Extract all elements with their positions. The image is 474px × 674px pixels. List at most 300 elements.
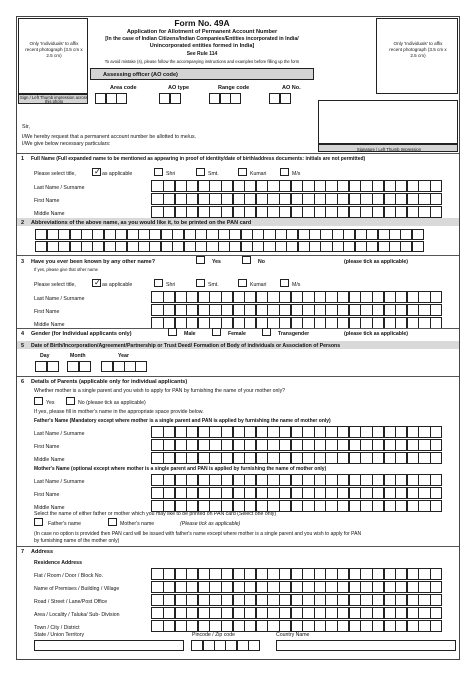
char-box[interactable] <box>349 474 361 486</box>
char-box[interactable] <box>244 474 256 486</box>
char-box[interactable] <box>252 229 264 240</box>
ao-type-boxes[interactable] <box>160 93 181 104</box>
char-box[interactable] <box>233 291 245 303</box>
char-box[interactable] <box>384 180 396 192</box>
char-box[interactable] <box>127 241 139 252</box>
char-box[interactable] <box>233 180 245 192</box>
char-box[interactable] <box>163 607 175 619</box>
char-box[interactable] <box>104 241 116 252</box>
char-box[interactable] <box>151 607 163 619</box>
char-box[interactable] <box>221 452 233 464</box>
char-box[interactable] <box>372 568 384 580</box>
char-box[interactable] <box>229 229 241 240</box>
char-box[interactable] <box>372 426 384 438</box>
char-box[interactable] <box>418 439 430 451</box>
char-box[interactable] <box>337 620 349 632</box>
s1-middle-name-boxes[interactable] <box>152 206 442 218</box>
char-box[interactable] <box>163 594 175 606</box>
char-box[interactable] <box>35 361 47 372</box>
char-box[interactable] <box>186 180 198 192</box>
char-box[interactable] <box>332 241 344 252</box>
char-box[interactable] <box>337 594 349 606</box>
char-box[interactable] <box>151 594 163 606</box>
char-box[interactable] <box>279 487 291 499</box>
char-box[interactable] <box>279 193 291 205</box>
char-box[interactable] <box>175 607 187 619</box>
char-box[interactable] <box>221 487 233 499</box>
char-box[interactable] <box>325 607 337 619</box>
char-box[interactable] <box>163 487 175 499</box>
char-box[interactable] <box>384 206 396 218</box>
char-box[interactable] <box>256 206 268 218</box>
char-box[interactable] <box>163 291 175 303</box>
char-box[interactable] <box>372 487 384 499</box>
char-box[interactable] <box>314 452 326 464</box>
char-box[interactable] <box>355 229 367 240</box>
char-box[interactable] <box>430 452 442 464</box>
char-box[interactable] <box>279 581 291 593</box>
char-box[interactable] <box>325 452 337 464</box>
char-box[interactable] <box>407 500 419 512</box>
char-box[interactable] <box>175 180 187 192</box>
char-box[interactable] <box>325 206 337 218</box>
char-box[interactable] <box>400 241 412 252</box>
s7-flat-boxes[interactable] <box>152 568 442 580</box>
char-box[interactable] <box>244 304 256 316</box>
char-box[interactable] <box>407 193 419 205</box>
char-box[interactable] <box>186 426 198 438</box>
char-box[interactable] <box>337 206 349 218</box>
char-box[interactable] <box>337 304 349 316</box>
char-box[interactable] <box>256 452 268 464</box>
char-box[interactable] <box>384 581 396 593</box>
char-box[interactable] <box>267 180 279 192</box>
char-box[interactable] <box>395 426 407 438</box>
char-box[interactable] <box>395 487 407 499</box>
char-box[interactable] <box>230 93 241 104</box>
char-box[interactable] <box>244 291 256 303</box>
char-box[interactable] <box>244 439 256 451</box>
char-box[interactable] <box>221 607 233 619</box>
char-box[interactable] <box>325 439 337 451</box>
char-box[interactable] <box>325 426 337 438</box>
char-box[interactable] <box>203 640 215 651</box>
char-box[interactable] <box>279 607 291 619</box>
char-box[interactable] <box>320 229 332 240</box>
char-box[interactable] <box>248 640 260 651</box>
char-box[interactable] <box>314 568 326 580</box>
char-box[interactable] <box>418 581 430 593</box>
char-box[interactable] <box>314 291 326 303</box>
ao-area-code-boxes[interactable] <box>96 93 127 104</box>
char-box[interactable] <box>337 439 349 451</box>
char-box[interactable] <box>291 304 303 316</box>
char-box[interactable] <box>175 439 187 451</box>
char-box[interactable] <box>209 620 221 632</box>
char-box[interactable] <box>151 180 163 192</box>
char-box[interactable] <box>291 594 303 606</box>
char-box[interactable] <box>337 607 349 619</box>
char-box[interactable] <box>198 581 210 593</box>
char-box[interactable] <box>151 487 163 499</box>
char-box[interactable] <box>163 452 175 464</box>
char-box[interactable] <box>291 426 303 438</box>
char-box[interactable] <box>430 607 442 619</box>
s7-premises-boxes[interactable] <box>152 581 442 593</box>
s1-kumari-checkbox[interactable] <box>238 168 247 176</box>
char-box[interactable] <box>209 426 221 438</box>
char-box[interactable] <box>291 439 303 451</box>
char-box[interactable] <box>256 607 268 619</box>
char-box[interactable] <box>115 241 127 252</box>
char-box[interactable] <box>360 607 372 619</box>
char-box[interactable] <box>175 620 187 632</box>
char-box[interactable] <box>430 193 442 205</box>
char-box[interactable] <box>47 241 59 252</box>
s3-shri-checkbox[interactable] <box>154 279 163 287</box>
char-box[interactable] <box>430 500 442 512</box>
char-box[interactable] <box>360 439 372 451</box>
char-box[interactable] <box>256 180 268 192</box>
char-box[interactable] <box>209 439 221 451</box>
char-box[interactable] <box>163 568 175 580</box>
char-box[interactable] <box>256 594 268 606</box>
char-box[interactable] <box>233 620 245 632</box>
char-box[interactable] <box>267 206 279 218</box>
char-box[interactable] <box>389 229 401 240</box>
char-box[interactable] <box>372 206 384 218</box>
char-box[interactable] <box>70 241 82 252</box>
char-box[interactable] <box>151 439 163 451</box>
char-box[interactable] <box>267 487 279 499</box>
char-box[interactable] <box>221 206 233 218</box>
char-box[interactable] <box>198 193 210 205</box>
char-box[interactable] <box>279 206 291 218</box>
char-box[interactable] <box>244 452 256 464</box>
s7-pincode-boxes[interactable] <box>192 640 260 651</box>
char-box[interactable] <box>116 93 127 104</box>
char-box[interactable] <box>314 500 326 512</box>
char-box[interactable] <box>395 206 407 218</box>
char-box[interactable] <box>314 594 326 606</box>
s6-mother-first-name-boxes[interactable] <box>152 487 442 499</box>
s1-title-checkbox[interactable] <box>92 168 101 176</box>
char-box[interactable] <box>314 180 326 192</box>
char-box[interactable] <box>35 229 47 240</box>
char-box[interactable] <box>395 500 407 512</box>
char-box[interactable] <box>279 452 291 464</box>
s3-no-checkbox[interactable] <box>242 256 251 264</box>
char-box[interactable] <box>286 229 298 240</box>
char-box[interactable] <box>221 594 233 606</box>
char-box[interactable] <box>267 620 279 632</box>
char-box[interactable] <box>198 607 210 619</box>
char-box[interactable] <box>412 229 424 240</box>
char-box[interactable] <box>149 229 161 240</box>
char-box[interactable] <box>149 241 161 252</box>
char-box[interactable] <box>267 304 279 316</box>
char-box[interactable] <box>209 452 221 464</box>
char-box[interactable] <box>209 206 221 218</box>
char-box[interactable] <box>206 241 218 252</box>
char-box[interactable] <box>360 180 372 192</box>
char-box[interactable] <box>195 241 207 252</box>
char-box[interactable] <box>244 487 256 499</box>
char-box[interactable] <box>360 304 372 316</box>
char-box[interactable] <box>314 206 326 218</box>
char-box[interactable] <box>349 568 361 580</box>
char-box[interactable] <box>198 620 210 632</box>
char-box[interactable] <box>124 361 136 372</box>
char-box[interactable] <box>221 304 233 316</box>
char-box[interactable] <box>384 291 396 303</box>
char-box[interactable] <box>418 500 430 512</box>
s3-last-name-boxes[interactable] <box>152 291 442 303</box>
char-box[interactable] <box>151 452 163 464</box>
char-box[interactable] <box>135 361 147 372</box>
char-box[interactable] <box>198 568 210 580</box>
char-box[interactable] <box>279 594 291 606</box>
char-box[interactable] <box>418 607 430 619</box>
char-box[interactable] <box>418 452 430 464</box>
char-box[interactable] <box>151 568 163 580</box>
char-box[interactable] <box>314 620 326 632</box>
char-box[interactable] <box>127 229 139 240</box>
char-box[interactable] <box>337 474 349 486</box>
char-box[interactable] <box>151 304 163 316</box>
char-box[interactable] <box>58 229 70 240</box>
char-box[interactable] <box>337 581 349 593</box>
s7-road-boxes[interactable] <box>152 594 442 606</box>
char-box[interactable] <box>241 241 253 252</box>
char-box[interactable] <box>175 487 187 499</box>
char-box[interactable] <box>430 594 442 606</box>
char-box[interactable] <box>412 241 424 252</box>
char-box[interactable] <box>360 500 372 512</box>
char-box[interactable] <box>349 180 361 192</box>
char-box[interactable] <box>186 304 198 316</box>
char-box[interactable] <box>384 439 396 451</box>
char-box[interactable] <box>198 304 210 316</box>
char-box[interactable] <box>314 581 326 593</box>
char-box[interactable] <box>206 229 218 240</box>
char-box[interactable] <box>384 568 396 580</box>
char-box[interactable] <box>302 180 314 192</box>
char-box[interactable] <box>430 439 442 451</box>
char-box[interactable] <box>172 241 184 252</box>
char-box[interactable] <box>267 607 279 619</box>
char-box[interactable] <box>337 568 349 580</box>
char-box[interactable] <box>244 180 256 192</box>
char-box[interactable] <box>198 594 210 606</box>
char-box[interactable] <box>407 206 419 218</box>
char-box[interactable] <box>186 452 198 464</box>
char-box[interactable] <box>360 474 372 486</box>
char-box[interactable] <box>291 474 303 486</box>
s3-first-name-boxes[interactable] <box>152 304 442 316</box>
char-box[interactable] <box>395 452 407 464</box>
char-box[interactable] <box>430 291 442 303</box>
char-box[interactable] <box>372 594 384 606</box>
char-box[interactable] <box>430 581 442 593</box>
char-box[interactable] <box>407 474 419 486</box>
char-box[interactable] <box>349 206 361 218</box>
char-box[interactable] <box>161 229 173 240</box>
char-box[interactable] <box>337 193 349 205</box>
char-box[interactable] <box>186 581 198 593</box>
char-box[interactable] <box>430 487 442 499</box>
char-box[interactable] <box>241 229 253 240</box>
char-box[interactable] <box>395 304 407 316</box>
char-box[interactable] <box>267 193 279 205</box>
char-box[interactable] <box>372 193 384 205</box>
char-box[interactable] <box>360 206 372 218</box>
char-box[interactable] <box>209 594 221 606</box>
char-box[interactable] <box>302 620 314 632</box>
char-box[interactable] <box>325 581 337 593</box>
char-box[interactable] <box>360 487 372 499</box>
char-box[interactable] <box>291 581 303 593</box>
char-box[interactable] <box>314 487 326 499</box>
char-box[interactable] <box>79 361 91 372</box>
char-box[interactable] <box>221 291 233 303</box>
char-box[interactable] <box>256 581 268 593</box>
char-box[interactable] <box>407 620 419 632</box>
char-box[interactable] <box>161 241 173 252</box>
char-box[interactable] <box>407 304 419 316</box>
char-box[interactable] <box>275 241 287 252</box>
char-box[interactable] <box>360 568 372 580</box>
char-box[interactable] <box>186 568 198 580</box>
char-box[interactable] <box>244 594 256 606</box>
char-box[interactable] <box>291 180 303 192</box>
char-box[interactable] <box>163 180 175 192</box>
char-box[interactable] <box>337 500 349 512</box>
char-box[interactable] <box>151 474 163 486</box>
char-box[interactable] <box>430 180 442 192</box>
char-box[interactable] <box>349 594 361 606</box>
char-box[interactable] <box>302 500 314 512</box>
char-box[interactable] <box>221 568 233 580</box>
char-box[interactable] <box>256 291 268 303</box>
char-box[interactable] <box>70 229 82 240</box>
s3-title-checkbox[interactable] <box>92 279 101 287</box>
char-box[interactable] <box>407 607 419 619</box>
char-box[interactable] <box>280 93 291 104</box>
char-box[interactable] <box>360 620 372 632</box>
s5-month-boxes[interactable] <box>68 361 91 372</box>
char-box[interactable] <box>291 568 303 580</box>
char-box[interactable] <box>221 193 233 205</box>
char-box[interactable] <box>302 607 314 619</box>
char-box[interactable] <box>325 291 337 303</box>
char-box[interactable] <box>279 426 291 438</box>
char-box[interactable] <box>47 229 59 240</box>
s5-day-boxes[interactable] <box>36 361 59 372</box>
char-box[interactable] <box>256 439 268 451</box>
char-box[interactable] <box>372 607 384 619</box>
char-box[interactable] <box>209 487 221 499</box>
s6-father-last-name-boxes[interactable] <box>152 426 442 438</box>
char-box[interactable] <box>349 487 361 499</box>
s6-father-name-checkbox[interactable] <box>34 518 43 526</box>
char-box[interactable] <box>198 206 210 218</box>
char-box[interactable] <box>384 620 396 632</box>
char-box[interactable] <box>325 500 337 512</box>
char-box[interactable] <box>175 474 187 486</box>
char-box[interactable] <box>209 568 221 580</box>
char-box[interactable] <box>175 581 187 593</box>
char-box[interactable] <box>314 304 326 316</box>
s3-smt-checkbox[interactable] <box>196 279 205 287</box>
char-box[interactable] <box>233 193 245 205</box>
char-box[interactable] <box>430 206 442 218</box>
s4-male-checkbox[interactable] <box>168 328 177 336</box>
char-box[interactable] <box>395 439 407 451</box>
char-box[interactable] <box>337 180 349 192</box>
char-box[interactable] <box>279 620 291 632</box>
char-box[interactable] <box>372 474 384 486</box>
char-box[interactable] <box>291 607 303 619</box>
char-box[interactable] <box>360 193 372 205</box>
char-box[interactable] <box>104 229 116 240</box>
char-box[interactable] <box>225 640 237 651</box>
char-box[interactable] <box>67 361 79 372</box>
char-box[interactable] <box>221 180 233 192</box>
char-box[interactable] <box>267 474 279 486</box>
char-box[interactable] <box>337 291 349 303</box>
char-box[interactable] <box>302 474 314 486</box>
char-box[interactable] <box>233 581 245 593</box>
char-box[interactable] <box>244 581 256 593</box>
char-box[interactable] <box>233 474 245 486</box>
char-box[interactable] <box>418 304 430 316</box>
char-box[interactable] <box>314 426 326 438</box>
char-box[interactable] <box>175 193 187 205</box>
char-box[interactable] <box>151 291 163 303</box>
s3-ms-checkbox[interactable] <box>280 279 289 287</box>
char-box[interactable] <box>256 487 268 499</box>
char-box[interactable] <box>325 193 337 205</box>
char-box[interactable] <box>279 439 291 451</box>
char-box[interactable] <box>256 568 268 580</box>
char-box[interactable] <box>233 487 245 499</box>
char-box[interactable] <box>244 193 256 205</box>
char-box[interactable] <box>138 229 150 240</box>
char-box[interactable] <box>186 620 198 632</box>
char-box[interactable] <box>244 568 256 580</box>
char-box[interactable] <box>175 568 187 580</box>
char-box[interactable] <box>198 426 210 438</box>
char-box[interactable] <box>332 229 344 240</box>
char-box[interactable] <box>151 620 163 632</box>
s5-year-boxes[interactable] <box>102 361 147 372</box>
char-box[interactable] <box>175 304 187 316</box>
char-box[interactable] <box>407 594 419 606</box>
char-box[interactable] <box>430 304 442 316</box>
char-box[interactable] <box>302 581 314 593</box>
char-box[interactable] <box>343 241 355 252</box>
char-box[interactable] <box>191 640 203 651</box>
s7-town-boxes[interactable] <box>152 620 442 632</box>
char-box[interactable] <box>418 291 430 303</box>
char-box[interactable] <box>47 361 59 372</box>
char-box[interactable] <box>298 241 310 252</box>
s4-female-checkbox[interactable] <box>212 328 221 336</box>
ao-range-code-boxes[interactable] <box>210 93 241 104</box>
char-box[interactable] <box>198 452 210 464</box>
char-box[interactable] <box>395 291 407 303</box>
